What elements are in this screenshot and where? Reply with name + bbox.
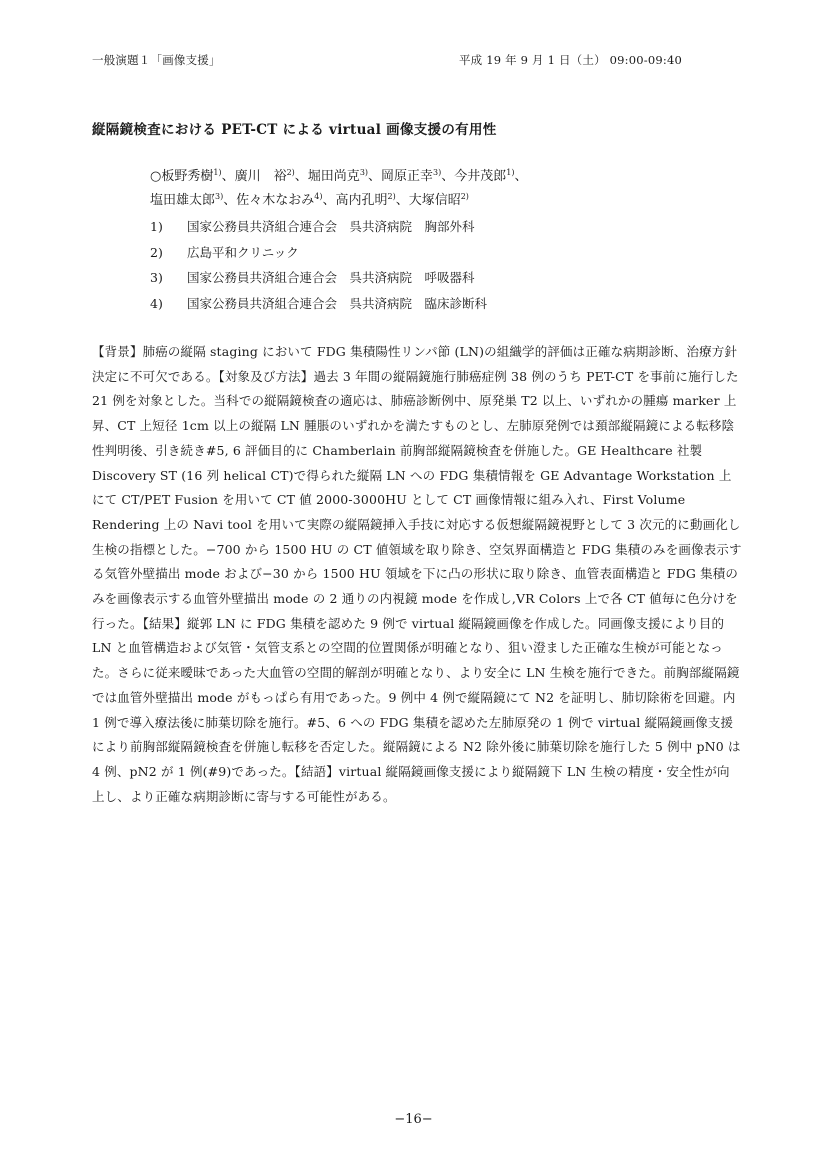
affiliation-item (150, 240, 487, 266)
author-name: 、岡原正幸 (368, 169, 434, 184)
author-line-2 (150, 189, 528, 213)
author-affiliation-mark: 3) (433, 168, 442, 177)
author-affiliation-mark: 2) (286, 168, 295, 177)
page-number: −16− (394, 1112, 433, 1127)
author-name: 、廣川 裕 (221, 169, 287, 184)
author-affiliation-mark: 2) (460, 192, 469, 201)
author-name: 、堀田尚克 (294, 169, 360, 184)
author-name: ○板野秀樹 (150, 169, 214, 184)
author-list (150, 165, 528, 213)
author-name: 、佐々木なおみ (223, 193, 315, 208)
affiliation-text: 国家公務員共済組合連合会 呉共済病院 臨床診断科 (187, 295, 488, 311)
author-affiliation-mark: 1) (506, 168, 515, 177)
affiliation-number: 1) (150, 219, 163, 234)
affiliation-item (150, 265, 487, 291)
abstract-title: 縦隔鏡検査における PET-CT による virtual 画像支援の有用性 (92, 122, 497, 138)
page-header (92, 52, 682, 70)
author-separator: 、 (514, 169, 528, 184)
affiliation-list (150, 214, 487, 316)
author-name: 塩田雄太郎 (150, 193, 216, 208)
affiliation-text: 広島平和クリニック (187, 244, 299, 260)
affiliation-text: 国家公務員共済組合連合会 呉共済病院 胸部外科 (187, 219, 475, 234)
affiliation-item (150, 214, 487, 240)
session-label: 一般演題１「画像支援」 (92, 53, 221, 67)
author-affiliation-mark: 3) (215, 192, 224, 201)
author-affiliation-mark: 3) (359, 168, 369, 177)
affiliation-number: 2) (150, 244, 163, 260)
affiliation-number: 3) (150, 270, 163, 285)
author-line-1 (150, 165, 528, 189)
author-affiliation-mark: 2) (387, 192, 396, 201)
affiliation-text: 国家公務員共済組合連合会 呉共済病院 呼吸器科 (187, 270, 475, 285)
affiliation-number: 4) (150, 295, 163, 311)
author-name: 、高内孔明 (322, 193, 388, 208)
session-date: 平成 19 年 9 月 1 日（土） 09:00-09:40 (458, 53, 682, 67)
author-affiliation-mark: 1) (213, 168, 222, 177)
abstract-body (92, 340, 742, 809)
author-name: 、今井茂郎 (441, 169, 507, 184)
abstract-paragraph: 【背景】肺癌の縦隔 staging において FDG 集積陽性リンパ節 (LN)の組織学的評価は正確な病期診断、治療方針決定に不可欠である。【対象及び方法】過去 3 年間の縦隔鏡施行肺癌症例 38 例のうち PET-CT を事前に施行した 21 例を対象とした。当科での縦隔鏡検査の適応は、肺癌診断例中、原発巣 T2 以上、いずれかの腫瘍 marker 上昇、CT 上短径 1cm 以上の縦隔 LN 腫脹のいずれかを満たすものとし、左肺原発例では頚部縦隔鏡による転移陰性判明後、引き続き#5, 6 評価目的に Chamberlain 前胸部縦隔鏡検査を併施した。GE Healthcare 社製 Discovery ST (16 列 helical CT)で得られた縦隔 LN への FDG 集積情報を GE Advantage Workstation 上にて CT/PET Fusion を用いて CT 値 2000-3000HU として CT 画像情報に組み入れ、First Volume Rendering 上の Navi tool を用いて実際の縦隔鏡挿入手技に対応する仮想縦隔鏡視野として 3 次元的に動画化し生検の指標とした。−700 から 1500 HU の CT 値領域を取り除き、空気界面構造と FDG 集積のみを画像表示する気管外壁描出 mode および−30 から 1500 HU 領域を下に凸の形状に取り除き、血管表面構造と FDG 集積のみを画像表示する血管外壁描出 mode の 2 通りの内視鏡 mode を作成し,VR Colors 上で各 CT 値毎に色分けを行った。【結果】縦郭 LN に FDG 集積を認めた 9 例で virtual 縦隔鏡画像を作成した。同画像支援により目的 LN と血管構造および気管・気管支系との空間的位置関係が明確となり、狙い澄ました正確な生検が可能となった。さらに従来曖昧であった大血管の空間的解剖が明確となり、より安全に LN 生検を施行できた。前胸部縦隔鏡では血管外壁描出 mode がもっぱら有用であった。9 例中 4 例で縦隔鏡にて N2 を証明し、肺切除術を回避。内 1 例で導入療法後に肺葉切除を施行。#5、6 への FDG 集積を認めた左肺原発の 1 例で virtual 縦隔鏡画像支援により前胸部縦隔鏡検査を併施し転移を否定した。縦隔鏡による N2 除外後に肺葉切除を施行した 5 例中 pN0 は 4 例、pN2 が 1 例(#9)であった。【結語】virtual 縦隔鏡画像支援により縦隔鏡下 LN 生検の精度・安全性が向上し、より正確な病期診断に寄与する可能性がある。 (92, 344, 742, 804)
author-affiliation-mark: 4) (314, 192, 323, 201)
author-name: 、大塚信昭 (395, 193, 461, 208)
affiliation-item (150, 291, 487, 317)
